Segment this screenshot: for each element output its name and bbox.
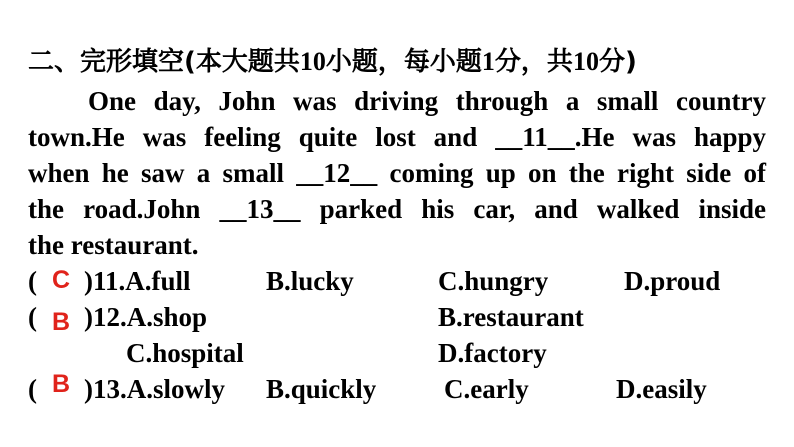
q11-option-b: B.lucky — [266, 266, 354, 296]
heading-suffix: 分) — [598, 47, 637, 77]
passage-line-4: the road.John __13__ parked his car, and walked inside — [28, 194, 766, 224]
q12-option-b: B.restaurant — [438, 302, 584, 332]
q12-answer: B — [52, 308, 71, 336]
passage-line-3: when he saw a small __12__ coming up on the right side of — [28, 158, 766, 188]
heading-total: 10 — [572, 47, 599, 76]
heading-mid: 小题，每小题 — [325, 47, 482, 77]
passage-line-5: the restaurant. — [28, 230, 199, 260]
heading-bracket: (本大题共 — [184, 47, 300, 77]
q13-option-d: D.easily — [616, 374, 707, 404]
q13-answer: B — [52, 370, 71, 398]
heading-points-each: 1 — [481, 47, 495, 76]
heading-count: 10 — [299, 47, 326, 76]
q12-option-c: C.hospital — [126, 338, 244, 368]
q11-answer: C — [52, 266, 71, 294]
q11-option-a: )11.A.full — [84, 266, 191, 296]
q13-option-b: B.quickly — [266, 374, 377, 404]
passage-line-1: One day, John was driving through a small country — [88, 86, 766, 116]
passage-line-2: town.He was feeling quite lost and __11__.He was happy — [28, 122, 766, 152]
q12-open-paren: ( — [28, 302, 37, 332]
section-heading — [28, 44, 637, 80]
q12-option-d: D.factory — [438, 338, 547, 368]
q11-option-c: C.hungry — [438, 266, 549, 296]
q11-option-d: D.proud — [624, 266, 721, 296]
q13-option-c: C.early — [444, 374, 529, 404]
q11-open-paren: ( — [28, 266, 37, 296]
q13-option-a: )13.A.slowly — [84, 374, 225, 404]
heading-prefix: 二、完形填空 — [28, 47, 185, 77]
q12-option-a: )12.A.shop — [84, 302, 208, 332]
q13-open-paren: ( — [28, 374, 37, 404]
heading-mid2: 分，共 — [494, 47, 573, 77]
